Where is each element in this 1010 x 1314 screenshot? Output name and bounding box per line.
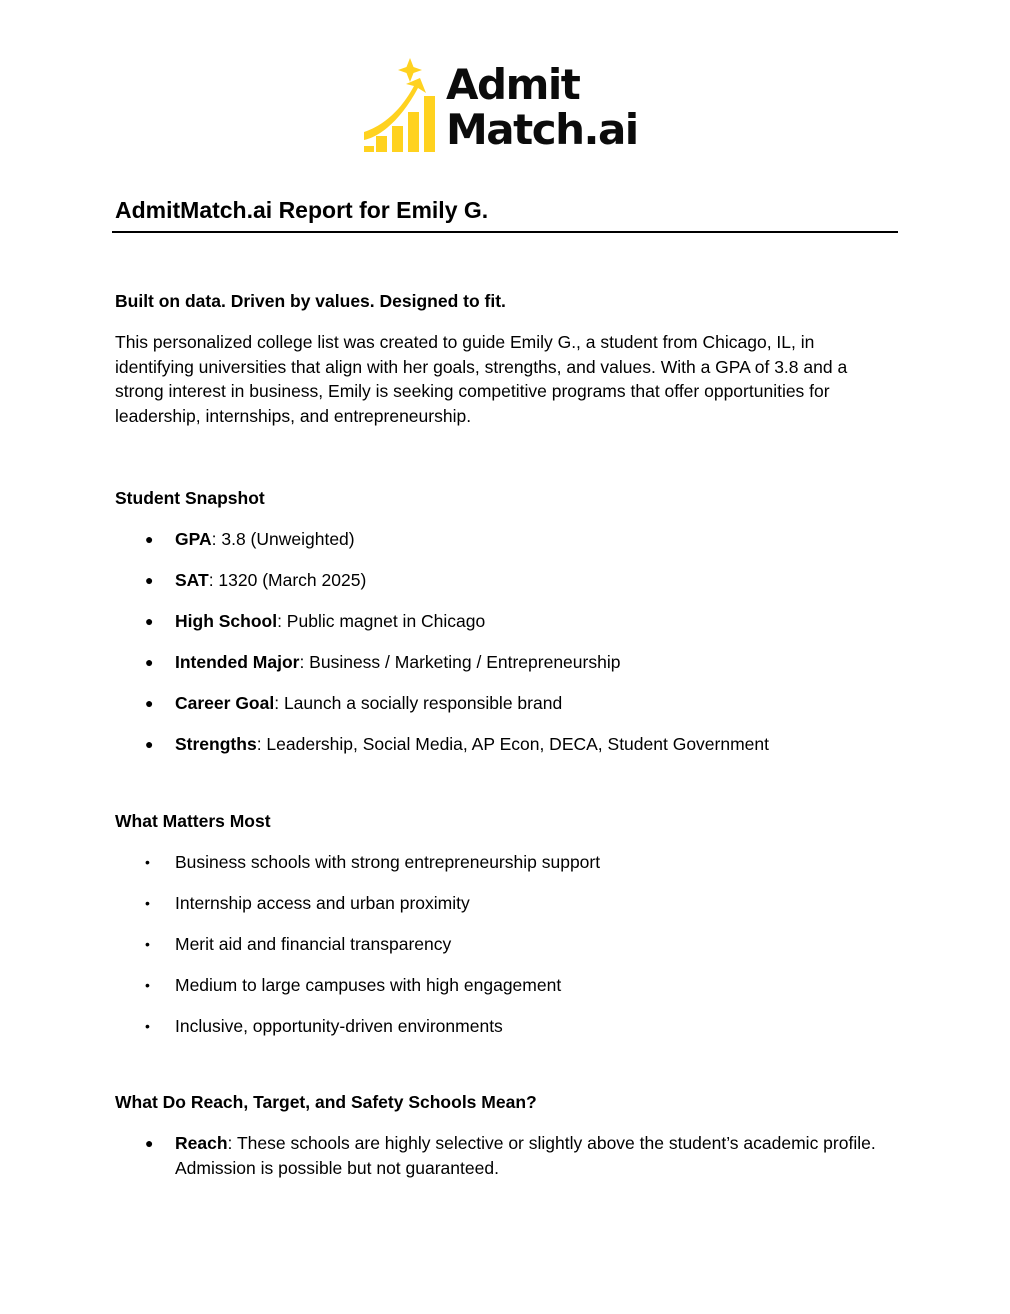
logo-wordmark — [446, 62, 638, 152]
snapshot-label: GPA — [175, 529, 212, 549]
snapshot-item-sat — [115, 568, 895, 593]
rts-list — [115, 1131, 895, 1180]
snapshot-label: Career Goal — [175, 693, 275, 713]
bullet-icon: • — [145, 1017, 150, 1034]
snapshot-value: : Leadership, Social Media, AP Econ, DECA, Student Government — [256, 734, 770, 754]
report-title: AdmitMatch.ai Report for Emily G. — [115, 197, 489, 223]
report-body — [115, 289, 895, 1197]
snapshot-value: : 1320 (March 2025) — [208, 570, 367, 590]
rts-value: : These schools are highly selective or slightly above the student’s academic profile. Admission is possible but not guaranteed. — [175, 1133, 876, 1178]
snapshot-list — [115, 527, 895, 757]
reach-target-safety-section — [115, 1090, 895, 1180]
bullet-icon: ● — [145, 695, 154, 711]
matters-text: Medium to large campuses with high engagement — [175, 974, 562, 995]
what-matters-section — [115, 809, 895, 1039]
snapshot-label: SAT — [175, 570, 209, 590]
logo-line-2: Match.ai — [446, 105, 638, 154]
snapshot-label: High School — [175, 611, 278, 631]
bullet-icon: ● — [145, 572, 154, 588]
snapshot-value: : Business / Marketing / Entrepreneurship — [299, 652, 621, 672]
matters-item — [115, 973, 895, 998]
bullet-icon: ● — [145, 613, 154, 629]
bullet-icon: ● — [145, 1135, 154, 1151]
matters-text: Business schools with strong entrepreneurship support — [175, 851, 601, 872]
snapshot-item-gpa — [115, 527, 895, 552]
bullet-icon: ● — [145, 531, 154, 547]
matters-item — [115, 1014, 895, 1039]
rts-item-reach — [115, 1131, 895, 1180]
bullet-icon: ● — [145, 736, 154, 752]
bullet-icon: ● — [145, 654, 154, 670]
snapshot-heading: Student Snapshot — [115, 488, 265, 508]
rising-bar-chart-logo-icon — [362, 56, 446, 156]
matters-heading: What Matters Most — [115, 810, 271, 831]
matters-list — [115, 850, 895, 1039]
matters-item — [115, 891, 895, 916]
snapshot-label: Intended Major — [175, 652, 300, 672]
snapshot-item-intended-major — [115, 650, 895, 675]
snapshot-value: : Public magnet in Chicago — [277, 611, 486, 631]
snapshot-item-high-school — [115, 609, 895, 634]
intro-paragraph: This personalized college list was created to guide Emily G., a student from Chicago, IL, in identifying universities that align with her goals, strengths, and values. With a GPA of 3.8 and a strong interest in business, Emily is seeking competitive programs that offer opportunities for leadership, internships, and entrepreneurship. — [115, 332, 848, 426]
snapshot-value: : 3.8 (Unweighted) — [211, 529, 355, 549]
intro-section — [115, 289, 895, 428]
bullet-icon: • — [145, 853, 150, 870]
snapshot-label: Strengths — [175, 734, 257, 754]
rts-label: Reach — [175, 1133, 228, 1153]
title-divider — [112, 231, 898, 233]
matters-text: Merit aid and financial transparency — [175, 933, 452, 954]
matters-item — [115, 932, 895, 957]
bullet-icon: • — [145, 935, 150, 952]
rts-heading: What Do Reach, Target, and Safety Schools Mean? — [115, 1092, 537, 1112]
intro-heading: Built on data. Driven by values. Designed to fit. — [115, 291, 506, 311]
matters-text: Internship access and urban proximity — [175, 892, 470, 913]
student-snapshot-section — [115, 486, 895, 757]
logo-line-1: Admit — [446, 60, 580, 109]
bullet-icon: • — [145, 894, 150, 911]
snapshot-item-strengths — [115, 732, 895, 757]
matters-text: Inclusive, opportunity-driven environments — [175, 1015, 503, 1036]
snapshot-value: : Launch a socially responsible brand — [274, 693, 563, 713]
matters-item — [115, 850, 895, 875]
admitmatch-logo — [362, 56, 662, 156]
snapshot-item-career-goal — [115, 691, 895, 716]
bullet-icon: • — [145, 976, 150, 993]
